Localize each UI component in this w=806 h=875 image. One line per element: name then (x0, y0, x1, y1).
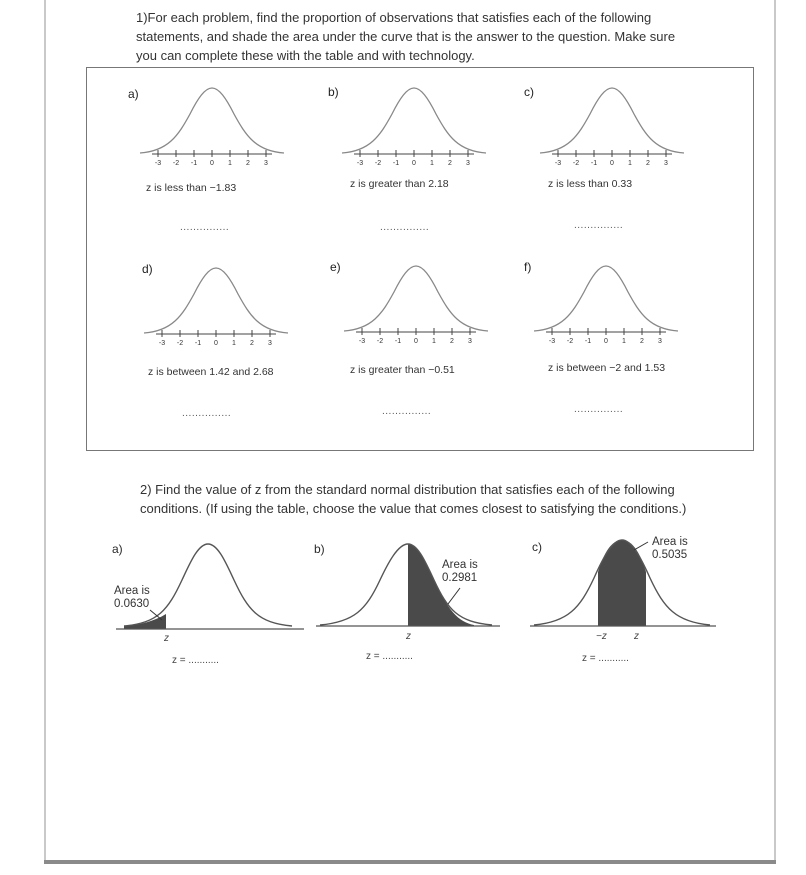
tick-label: 0 (412, 160, 416, 167)
s2-problem-letter: c) (532, 540, 542, 554)
normal-curve (144, 268, 288, 333)
axis-z-label: z (164, 633, 169, 644)
tick-label: 1 (430, 160, 434, 167)
problem-condition: z is between 1.42 and 2.68 (148, 366, 274, 378)
normal-curve (344, 266, 488, 331)
problem-letter: a) (128, 87, 139, 101)
tick-label: 2 (246, 160, 250, 167)
answer-blank[interactable]: ............... (574, 404, 624, 415)
section1-instructions: 1)For each problem, find the proportion of observations that satisfies each of the following statements, and shade the area under the curve that is the answer to the question. Make sure you can complete these with the table and with technology. (136, 10, 676, 63)
problem-condition: z is less than −1.83 (146, 182, 237, 194)
tick-label: -2 (376, 338, 384, 345)
problem-panel (524, 82, 744, 262)
tick-label: -3 (358, 338, 366, 345)
problem-panel (130, 262, 350, 442)
area-label-line1: Area is (442, 559, 478, 571)
tick-label: -1 (590, 160, 598, 167)
normal-curve (540, 88, 684, 153)
tick-label: 1 (622, 338, 626, 345)
tick-label: 2 (450, 338, 454, 345)
z-answer-blank: z = ........... (582, 653, 629, 664)
normal-curve-figure (524, 260, 724, 355)
tick-label: 2 (646, 160, 650, 167)
problem-panel (330, 260, 550, 440)
tick-label: -2 (172, 160, 180, 167)
tick-label: 0 (210, 160, 214, 167)
page-edge-left (44, 0, 46, 864)
tick-label: -2 (566, 338, 574, 345)
tick-label: 3 (658, 338, 662, 345)
area-label-line2: 0.5035 (652, 549, 688, 561)
shaded-region-center (598, 540, 646, 626)
tick-label: -1 (392, 160, 400, 167)
s2-problem-b (310, 530, 540, 680)
answer-blank[interactable]: ............... (182, 408, 232, 419)
s2-problem-a (108, 530, 338, 680)
area-label-line2: 0.2981 (442, 572, 478, 584)
tick-label: 1 (232, 340, 236, 347)
problem-letter: b) (328, 85, 339, 99)
normal-curve (534, 266, 678, 331)
problem-condition: z is greater than 2.18 (350, 178, 449, 190)
tick-label: 1 (628, 160, 632, 167)
problem-panel (328, 82, 548, 262)
tick-label: -3 (154, 160, 162, 167)
answer-blank[interactable]: ............... (382, 406, 432, 417)
answer-blank[interactable]: ............... (180, 222, 230, 233)
tick-label: -3 (356, 160, 364, 167)
normal-curve (140, 88, 284, 153)
area-label-line2: 0.0630 (114, 598, 150, 610)
z-answer-blank: z = ........... (366, 651, 413, 662)
tick-label: 3 (264, 160, 268, 167)
tick-label: 0 (414, 338, 418, 345)
tick-label: 1 (228, 160, 232, 167)
tick-label: -3 (158, 340, 166, 347)
normal-curve-figure (328, 82, 528, 177)
tick-label: -1 (190, 160, 198, 167)
tick-label: 3 (268, 340, 272, 347)
answer-blank[interactable]: ............... (380, 222, 430, 233)
axis-z-label: z (406, 631, 411, 642)
answer-blank[interactable]: ............... (574, 220, 624, 231)
tick-label: -3 (548, 338, 556, 345)
normal-curve-figure (128, 82, 328, 177)
s2-problem-letter: b) (314, 542, 325, 556)
tick-label: -1 (584, 338, 592, 345)
normal-curve-figure (330, 260, 530, 355)
tick-label: 0 (214, 340, 218, 347)
tick-label: 2 (640, 338, 644, 345)
problem-panel (524, 260, 744, 440)
page-edge-right (774, 0, 776, 864)
z-answer-blank: z = ........... (172, 655, 219, 666)
pointer-arrow (448, 588, 460, 604)
s2-curve-b (310, 530, 540, 680)
tick-label: 3 (664, 160, 668, 167)
section2-instructions: 2) Find the value of z from the standard normal distribution that satisfies each of the following conditions. (If using the table, choose the value that comes closest to satisfying the conditions.) (140, 482, 687, 516)
tick-label: 3 (468, 338, 472, 345)
tick-label: 0 (604, 338, 608, 345)
tick-label: 0 (610, 160, 614, 167)
problem-letter: c) (524, 85, 534, 99)
tick-label: 1 (432, 338, 436, 345)
normal-curve-figure (130, 262, 330, 357)
normal-curve-figure (524, 82, 724, 177)
area-label-line1: Area is (114, 585, 150, 597)
area-label-line1: Area is (652, 536, 688, 548)
normal-curve (342, 88, 486, 153)
problem-condition: z is between −2 and 1.53 (548, 362, 666, 374)
tick-label: -2 (176, 340, 184, 347)
tick-label: -2 (572, 160, 580, 167)
problem-letter: e) (330, 260, 341, 274)
tick-label: 2 (250, 340, 254, 347)
axis-z-label: z (634, 631, 639, 642)
problem-letter: d) (142, 262, 153, 276)
problem-condition: z is greater than −0.51 (350, 364, 455, 376)
pointer-arrow (634, 542, 648, 550)
tick-label: -1 (394, 338, 402, 345)
tick-label: -3 (554, 160, 562, 167)
s2-problem-letter: a) (112, 542, 123, 556)
axis-neg-z-label: −z (596, 631, 607, 642)
problem-letter: f) (524, 260, 532, 274)
problem-condition: z is less than 0.33 (548, 178, 633, 190)
problem-panel (128, 82, 348, 262)
page-edge-bottom (44, 860, 776, 864)
s2-problem-c (526, 530, 756, 680)
tick-label: -1 (194, 340, 202, 347)
shaded-region-right (408, 544, 474, 626)
tick-label: 3 (466, 160, 470, 167)
tick-label: 2 (448, 160, 452, 167)
s2-curve-c (526, 530, 756, 680)
tick-label: -2 (374, 160, 382, 167)
